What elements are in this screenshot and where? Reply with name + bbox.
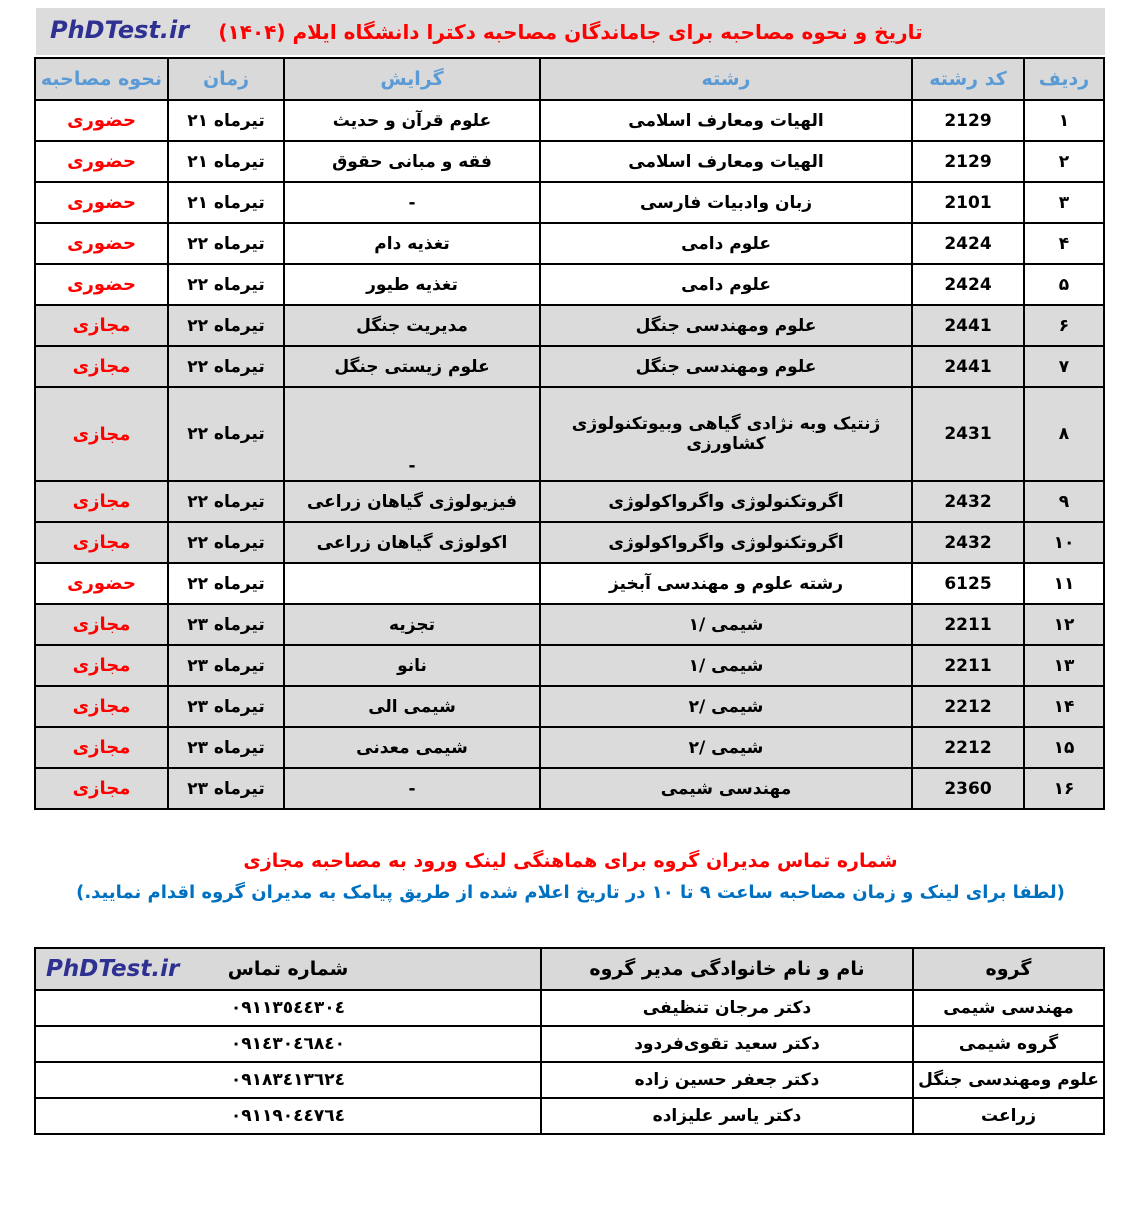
header-method: نحوه مصاحبه [35,58,168,100]
cell-field-code: 2424 [912,264,1024,305]
cell-field-code: 2360 [912,768,1024,809]
cell-row-number: ۲ [1024,141,1104,182]
cell-time: ۲۲ تیرماه [168,563,284,604]
cell-method: حضوری [35,141,168,182]
header-field-code: کد رشته [912,58,1024,100]
cell-field-code: 2211 [912,604,1024,645]
header-row-number: ردیف [1024,58,1104,100]
cell-group: علوم ومهندسی جنگل [913,1062,1104,1098]
cell-specialization: - [284,768,540,809]
table-row [35,481,1104,522]
cell-row-number: ۱۴ [1024,686,1104,727]
cell-specialization: علوم قرآن و حدیث [284,100,540,141]
cell-field-code: 2212 [912,727,1024,768]
table-row [35,522,1104,563]
cell-method: مجازی [35,481,168,522]
schedule-header-row [35,58,1104,100]
cell-row-number: ۸ [1024,387,1104,481]
cell-field-name: علوم دامی [540,264,912,305]
cell-specialization: مدیریت جنگل [284,305,540,346]
cell-specialization: نانو [284,645,540,686]
table-row [35,346,1104,387]
cell-field-code: 2432 [912,522,1024,563]
phdtest-logo: PhDTest.ir [50,16,190,44]
table-row [35,305,1104,346]
table-row [35,768,1104,809]
interview-schedule-table [34,57,1105,810]
title-banner [36,8,1105,55]
cell-method: مجازی [35,305,168,346]
cell-method: مجازی [35,346,168,387]
table-row [35,387,1104,481]
header-specialization: گرایش [284,58,540,100]
page-title: تاریخ و نحوه مصاحبه برای جاماندگان مصاحبه دکترا دانشگاه ایلام (۱۴۰۴) [218,19,923,44]
cell-time: ۲۲ تیرماه [168,346,284,387]
header-group: گروه [913,948,1104,990]
table-row [35,1098,1104,1134]
cell-time: ۲۳ تیرماه [168,727,284,768]
cell-specialization: تغذیه دام [284,223,540,264]
cell-specialization: تغذیه طیور [284,264,540,305]
cell-specialization: علوم زیستی جنگل [284,346,540,387]
cell-specialization: شیمی معدنی [284,727,540,768]
cell-specialization: شیمی الی [284,686,540,727]
cell-field-name: شیمی /۱ [540,645,912,686]
cell-method: حضوری [35,223,168,264]
cell-specialization: تجزیه [284,604,540,645]
cell-time: ۲۲ تیرماه [168,305,284,346]
cell-row-number: ۱۶ [1024,768,1104,809]
cell-manager-name: دکتر جعفر حسین زاده [541,1062,913,1098]
cell-row-number: ۱ [1024,100,1104,141]
cell-method: مجازی [35,686,168,727]
table-row [35,1026,1104,1062]
cell-time: ۲۳ تیرماه [168,686,284,727]
cell-row-number: ۱۲ [1024,604,1104,645]
table-row [35,563,1104,604]
cell-method: مجازی [35,768,168,809]
cell-field-name: علوم دامی [540,223,912,264]
cell-manager-name: دکتر مرجان تنظیفی [541,990,913,1026]
contacts-body [35,990,1104,1134]
cell-field-code: 2424 [912,223,1024,264]
cell-row-number: ۱۳ [1024,645,1104,686]
cell-field-code: 2441 [912,305,1024,346]
table-row [35,100,1104,141]
cell-field-code: 2431 [912,387,1024,481]
cell-specialization: فقه و مبانی حقوق [284,141,540,182]
cell-phone-number: ٠٩١٤٣٠٤٦٨٤٠ [35,1026,541,1062]
cell-field-code: 2129 [912,100,1024,141]
cell-method: حضوری [35,264,168,305]
table-row [35,223,1104,264]
cell-group: مهندسی شیمی [913,990,1104,1026]
cell-row-number: ۷ [1024,346,1104,387]
cell-time: ۲۱ تیرماه [168,141,284,182]
cell-time: ۲۳ تیرماه [168,645,284,686]
cell-field-code: 2212 [912,686,1024,727]
cell-time: ۲۲ تیرماه [168,264,284,305]
header-phone-label: شماره تماس [227,958,349,980]
cell-time: ۲۳ تیرماه [168,768,284,809]
cell-phone-number: ٠٩١١٣٥٤٤٣٠٤ [35,990,541,1026]
cell-field-code: 2211 [912,645,1024,686]
cell-time: ۲۱ تیرماه [168,182,284,223]
cell-time: ۲۲ تیرماه [168,223,284,264]
cell-specialization [284,563,540,604]
cell-field-name: الهیات ومعارف اسلامی [540,141,912,182]
schedule-body [35,100,1104,809]
table-row [35,1062,1104,1098]
cell-method: حضوری [35,563,168,604]
cell-phone-number: ٠٩١١٩٠٤٤٧٦٤ [35,1098,541,1134]
cell-row-number: ۵ [1024,264,1104,305]
cell-field-name: زبان وادبیات فارسی [540,182,912,223]
cell-phone-number: ٠٩١٨٣٤١٣٦٢٤ [35,1062,541,1098]
schedule-header [35,58,1104,100]
table-row [35,686,1104,727]
phdtest-logo-small: PhDTest.ir [46,956,180,982]
cell-time: ۲۲ تیرماه [168,387,284,481]
contact-note-subheading: (لطفا برای لینک و زمان مصاحبه ساعت ۹ تا ۱۰ در تاریخ اعلام شده از طریق پیامک به مدیران گروه اقدام نمایید.) [76,882,1065,903]
cell-method: مجازی [35,387,168,481]
cell-specialization: - [284,182,540,223]
cell-field-name: رشته علوم و مهندسی آبخیز [540,563,912,604]
cell-row-number: ۹ [1024,481,1104,522]
cell-time: ۲۲ تیرماه [168,481,284,522]
cell-field-name: علوم ومهندسی جنگل [540,346,912,387]
cell-manager-name: دکتر یاسر علیزاده [541,1098,913,1134]
table-row [35,604,1104,645]
cell-row-number: ۱۵ [1024,727,1104,768]
header-phone [35,948,541,990]
table-row [35,141,1104,182]
cell-method: حضوری [35,182,168,223]
cell-field-code: 2101 [912,182,1024,223]
cell-row-number: ۱۰ [1024,522,1104,563]
cell-manager-name: دکتر سعید تقوی‌فردود [541,1026,913,1062]
cell-field-name: شیمی /۲ [540,727,912,768]
cell-field-name: شیمی /۱ [540,604,912,645]
table-row [35,645,1104,686]
table-row [35,182,1104,223]
table-row [35,264,1104,305]
header-field-name: رشته [540,58,912,100]
cell-field-code: 2129 [912,141,1024,182]
header-time: زمان [168,58,284,100]
cell-method: مجازی [35,522,168,563]
contact-note-heading: شماره تماس مدیران گروه برای هماهنگی لینک ورود به مصاحبه مجازی [243,850,898,872]
cell-field-name: شیمی /۲ [540,686,912,727]
cell-specialization: - [284,387,540,481]
cell-field-code: 6125 [912,563,1024,604]
cell-field-name: علوم ومهندسی جنگل [540,305,912,346]
contacts-header [35,948,1104,990]
cell-specialization: فیزیولوژی گیاهان زراعی [284,481,540,522]
contacts-header-row [35,948,1104,990]
cell-field-code: 2441 [912,346,1024,387]
cell-time: ۲۲ تیرماه [168,522,284,563]
cell-field-name: اگروتکنولوژی واگرواکولوژی [540,481,912,522]
cell-row-number: ۳ [1024,182,1104,223]
cell-field-code: 2432 [912,481,1024,522]
cell-method: مجازی [35,727,168,768]
header-manager-name: نام و نام خانوادگی مدیر گروه [541,948,913,990]
cell-specialization: اکولوژی گیاهان زراعی [284,522,540,563]
cell-method: مجازی [35,645,168,686]
cell-method: حضوری [35,100,168,141]
cell-row-number: ۴ [1024,223,1104,264]
cell-group: زراعت [913,1098,1104,1134]
cell-field-name: مهندسی شیمی [540,768,912,809]
table-row [35,990,1104,1026]
group-managers-table [34,947,1105,1135]
cell-time: ۲۱ تیرماه [168,100,284,141]
cell-method: مجازی [35,604,168,645]
cell-field-name: الهیات ومعارف اسلامی [540,100,912,141]
table-row [35,727,1104,768]
cell-row-number: ۶ [1024,305,1104,346]
cell-field-name: اگروتکنولوژی واگرواکولوژی [540,522,912,563]
cell-group: گروه شیمی [913,1026,1104,1062]
cell-time: ۲۳ تیرماه [168,604,284,645]
cell-field-name: ژنتیک وبه نژادی گیاهی وبیوتکنولوژی کشاورزی [540,387,912,481]
cell-row-number: ۱۱ [1024,563,1104,604]
